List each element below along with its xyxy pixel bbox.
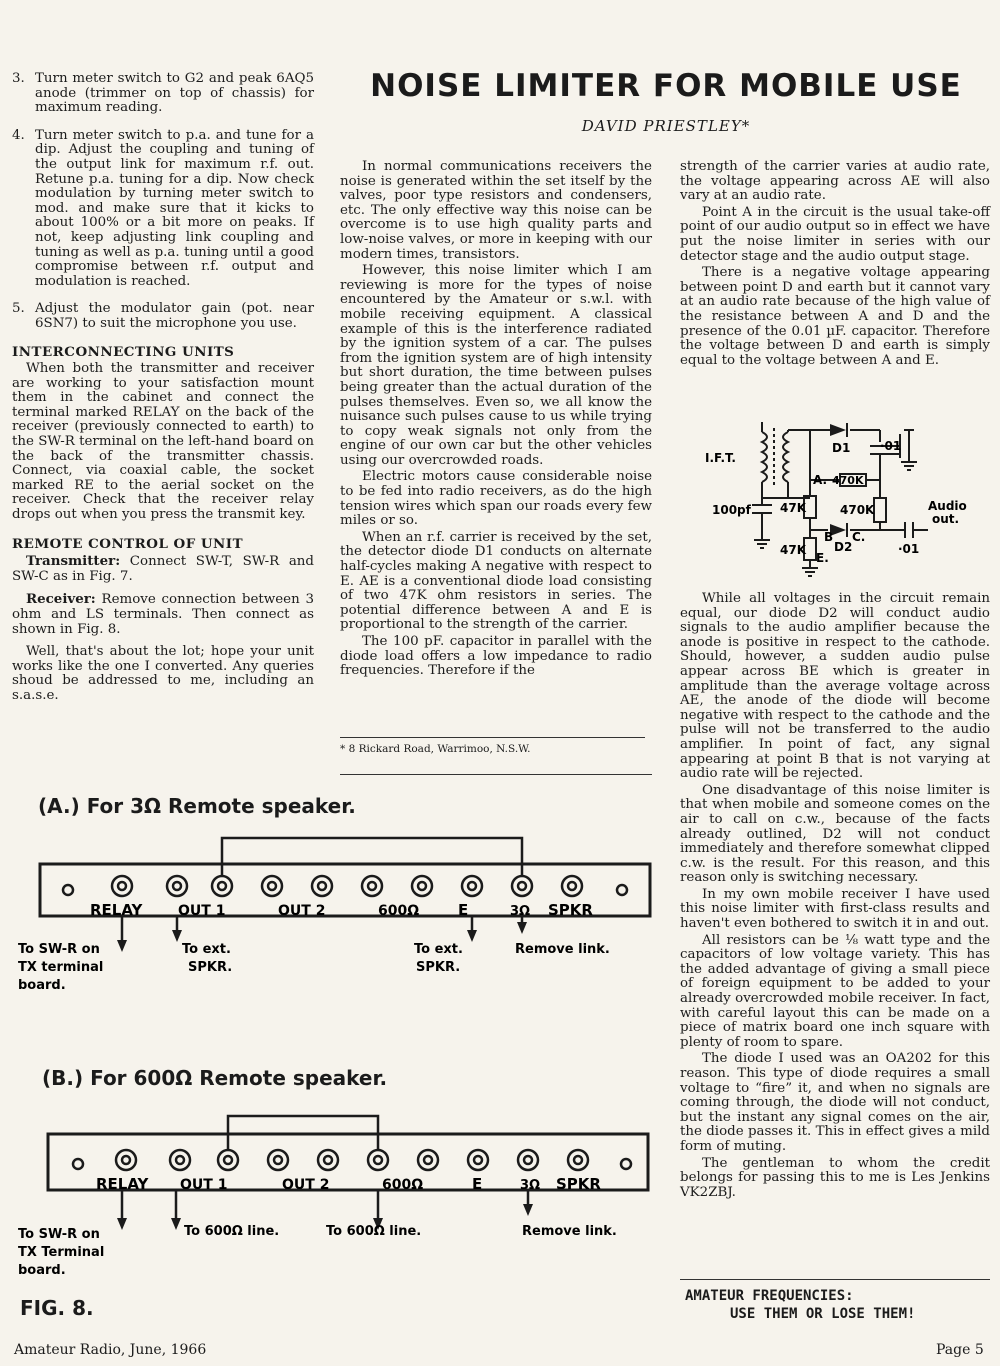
arrow-icon	[117, 1218, 127, 1230]
right-column-bottom	[680, 592, 990, 1202]
note-text: TX terminal	[18, 960, 104, 975]
paragraph: Transmitter: Connect SW-T, SW-R and SW-C as in Fig. 7.	[12, 553, 315, 584]
r470-top-label: 470K	[832, 474, 864, 487]
paragraph: The 100 pF. capacitor in parallel with the diode load offers a low impedance to radio frequencies. Therefore if the	[340, 634, 652, 679]
c01-out-label: ·01	[898, 542, 920, 556]
paragraph: The diode I used was an OA202 for this reason. This type of diode requires a small voltage to “fire” it, and when no signals are coming through, the diode will not conduct, but the instant any signal comes on the air, the diode passes it. This in effect gives a mild form of muting.	[680, 1051, 990, 1154]
terminal-board-a	[0, 820, 660, 1000]
note-text: Remove link.	[522, 1224, 617, 1239]
terminal-label: E	[458, 901, 469, 919]
paragraph: In my own mobile receiver I have used this noise limiter with first-class results and haven't even bothered to switch it in and out.	[680, 886, 990, 932]
list-item: 4. Turn meter switch to p.a. and tune for a dip. Adjust the coupling and tuning of the output link for maximum r.f. out. Retune p.a. tuning for a dip. Now check modulation by turning meter switch to mod. and make sure that it kicks to about 100% or a bit more on peaks. If not, keep adjusting link coupling and tuning as well as p.a. tuning until a good compromise between r.f. output and modulation is reached.	[12, 127, 314, 289]
paragraph: strength of the carrier varies at audio rate, the voltage appearing across AE will also vary at an audio rate.	[680, 159, 990, 204]
note-text: To SW-R on	[18, 942, 100, 957]
note-text: To ext.	[182, 942, 231, 957]
paragraph: Electric motors cause considerable noise to be fed into radio receivers, as do the high tension wires which span our roads every few miles or so.	[340, 469, 652, 529]
node-b-label: B	[824, 530, 834, 544]
ift-primary	[762, 432, 767, 482]
screw-icon	[73, 1159, 83, 1169]
terminal-label: OUT 1	[180, 1177, 228, 1193]
note-text: Remove link.	[515, 942, 610, 957]
terminal-label: 3Ω	[520, 1178, 541, 1193]
paragraph: However, this noise limiter which I am reviewing is more for the types of noise encountered by the Amateur or s.w.l. with mobile receiving equipment. A classical example of this is the interference radiated by the ignition system of a car. The pulses from the ignition system are of high intensity but short duration, the time between pulses being greater than the actual duration of the pulses themselves. Even so, we all know the nuisance such pulses cause to us while trying to copy weak signals not only from the engine of our own car but the other vehicles using our overcrowded roads.	[340, 263, 652, 468]
paragraph: There is a negative voltage appearing between point D and earth but it cannot vary at an audio rate because of the high value of the resistance between A and D and the presence of the 0.01 µF. capacitor. Therefore the voltage between D and earth is simply equal to the voltage between A and E.	[680, 265, 990, 368]
arrow-icon	[523, 1204, 533, 1216]
note-text: TX Terminal	[18, 1245, 105, 1260]
note-text: SPKR.	[188, 960, 233, 975]
note-text: SPKR.	[416, 960, 461, 975]
arrow-icon	[467, 930, 477, 942]
setup-steps	[12, 72, 314, 332]
terminal-label: OUT 1	[178, 903, 226, 919]
terminal-label: RELAY	[96, 1175, 149, 1193]
terminal-label: 3Ω	[510, 904, 531, 919]
ift-secondary	[783, 432, 788, 482]
terminal-label: 600Ω	[378, 903, 420, 919]
middle-column	[340, 160, 652, 681]
d1-diode	[830, 424, 846, 436]
divider	[680, 1279, 990, 1280]
r47-upper-label: 47K	[780, 501, 806, 515]
ift-label: I.F.T.	[705, 451, 736, 465]
audio-out-label-2: out.	[932, 512, 960, 526]
right-column-top	[680, 160, 990, 370]
terminal-label: OUT 2	[282, 1177, 330, 1193]
paragraph: One disadvantage of this noise limiter is that when mobile and someone comes on the air to call on c.w., because of the facts already outlined, D2 will not conduct immediately and therefore somewhat clipped c.w. is the result. For this reason, and this reason only is switching necessary.	[680, 782, 990, 886]
note-text: To ext.	[414, 942, 463, 957]
paragraph: When both the transmitter and receiver are working to your satisfaction mount them in the cabinet and connect the terminal marked RELAY on the back of the receiver (previously connected to earth) to the SW-R terminal on the left-hand board on the back of the transmitter chassis. Connect, via coaxial cable, the socket marked RE to the aerial socket on the receiver. Check that the receiver relay drops out when you press the transmit key.	[12, 361, 314, 523]
node-a-label: A.	[813, 473, 828, 487]
arrow-icon	[517, 922, 527, 934]
author: DAVID PRIESTLEY*	[581, 117, 751, 135]
d2-label: D2	[834, 540, 853, 554]
figure-a-caption: (A.) For 3Ω Remote speaker.	[38, 794, 356, 818]
note-text: board.	[18, 978, 66, 993]
screw-icon	[621, 1159, 631, 1169]
figure-b-caption: (B.) For 600Ω Remote speaker.	[42, 1066, 388, 1090]
paragraph: Well, that's about the lot; hope your unit works like the one I converted. Any queries shoud be addressed to me, including an s.a.s.e.	[12, 644, 314, 703]
d1-label: D1	[832, 441, 851, 455]
terminal-label: RELAY	[90, 901, 143, 919]
paragraph: When an r.f. carrier is received by the set, the detector diode D1 conducts on alternate half-cycles making A negative with respect to E. AE is a conventional diode load consisting of two 47K ohm resistors in series. The potential difference between A and E is proportional to the strength of the carrier.	[340, 529, 652, 633]
arrow-icon	[117, 940, 127, 952]
list-item: 3. Turn meter switch to G2 and peak 6AQ5 anode (trimmer on top of chassis) for maximum reading.	[12, 71, 314, 116]
terminal-label: SPKR	[548, 901, 593, 919]
note-text: To SW-R on	[18, 1227, 100, 1242]
r470-right-label: 470K	[840, 503, 875, 517]
paragraph: In normal communications receivers the noise is generated within the set itself by the valves, poor type resistors and condensers, etc. The only effective way this noise can be overcome is to use high quality parts and low-noise valves, or more in keeping with our modern times, transistors.	[340, 159, 652, 262]
terminal-label: SPKR	[556, 1175, 601, 1193]
c01-top-label: ·01	[880, 439, 902, 453]
note-text: To 600Ω line.	[184, 1224, 280, 1239]
paragraph: While all voltages in the circuit remain equal, our diode D2 will conduct audio signals to the audio amplifier because the anode is positive in respect to the cathode. Should, however, a sudden audio pulse appear across BE which is greater in amplitude than the average voltage across AE, the anode of the diode will become negative with respect to the cathode and the pulse will not be transferred to the audio amplifier. In point of fact, any signal appearing at point B that is not varying at audio rate will be rejected.	[680, 591, 990, 782]
paragraph: Point A in the circuit is the usual take-off point of our audio output so in effect we have put the noise limiter in series with our detector stage and the audio output stage.	[680, 204, 990, 264]
screw-icon	[63, 885, 73, 895]
r47-lower-label: 47K	[780, 543, 806, 557]
footnote: * 8 Rickard Road, Warrimoo, N.S.W.	[340, 743, 531, 755]
divider	[340, 774, 652, 775]
terminal-label: E	[472, 1175, 483, 1193]
figure-label: FIG. 8.	[20, 1296, 94, 1320]
audio-out-label-1: Audio	[928, 499, 967, 513]
c100-label: 100pf	[712, 503, 751, 517]
link-wire	[222, 838, 522, 876]
terminal-label: OUT 2	[278, 903, 326, 919]
slogan-line-1: AMATEUR FREQUENCIES:	[685, 1288, 854, 1304]
node-e-label: E.	[816, 551, 829, 565]
terminal-label: 600Ω	[382, 1177, 424, 1193]
resistor-470k-right	[874, 498, 886, 522]
footer-publication: Amateur Radio, June, 1966	[14, 1342, 207, 1358]
screw-icon	[617, 885, 627, 895]
paragraph: All resistors can be ⅛ watt type and the capacitors of low voltage variety. This has the added advantage of giving a small piece of foreign equipment to be added to your already overcrowded mobile receiver. In fact, with careful layout this can be made on a piece of matrix board one inch square with plenty of room to spare.	[680, 932, 990, 1050]
paragraph: The gentleman to whom the credit belongs for passing this to me is Les Jenkins VK2ZBJ.	[680, 1155, 990, 1200]
page-number: Page 5	[936, 1342, 984, 1358]
note-text: To 600Ω line.	[326, 1224, 422, 1239]
list-item: 5. Adjust the modulator gain (pot. near 6SN7) to suit the microphone you use.	[12, 301, 314, 331]
slogan-line-2: USE THEM OR LOSE THEM!	[730, 1306, 916, 1322]
section-heading: REMOTE CONTROL OF UNIT	[12, 535, 244, 552]
paragraph: Receiver: Remove connection between 3 ohm and LS terminals. Then connect as shown in Fig. 8.	[12, 591, 314, 637]
arrow-icon	[171, 1218, 181, 1230]
terminal-board-b	[0, 1094, 660, 1284]
note-text: board.	[18, 1263, 66, 1278]
page-title: NOISE LIMITER FOR MOBILE USE	[370, 68, 962, 104]
left-column	[12, 72, 314, 706]
arrow-icon	[172, 930, 182, 942]
noise-limiter-circuit	[700, 410, 990, 580]
divider	[340, 737, 645, 738]
section-heading: INTERCONNECTING UNITS	[12, 343, 235, 360]
node-c-label: C.	[852, 530, 866, 544]
